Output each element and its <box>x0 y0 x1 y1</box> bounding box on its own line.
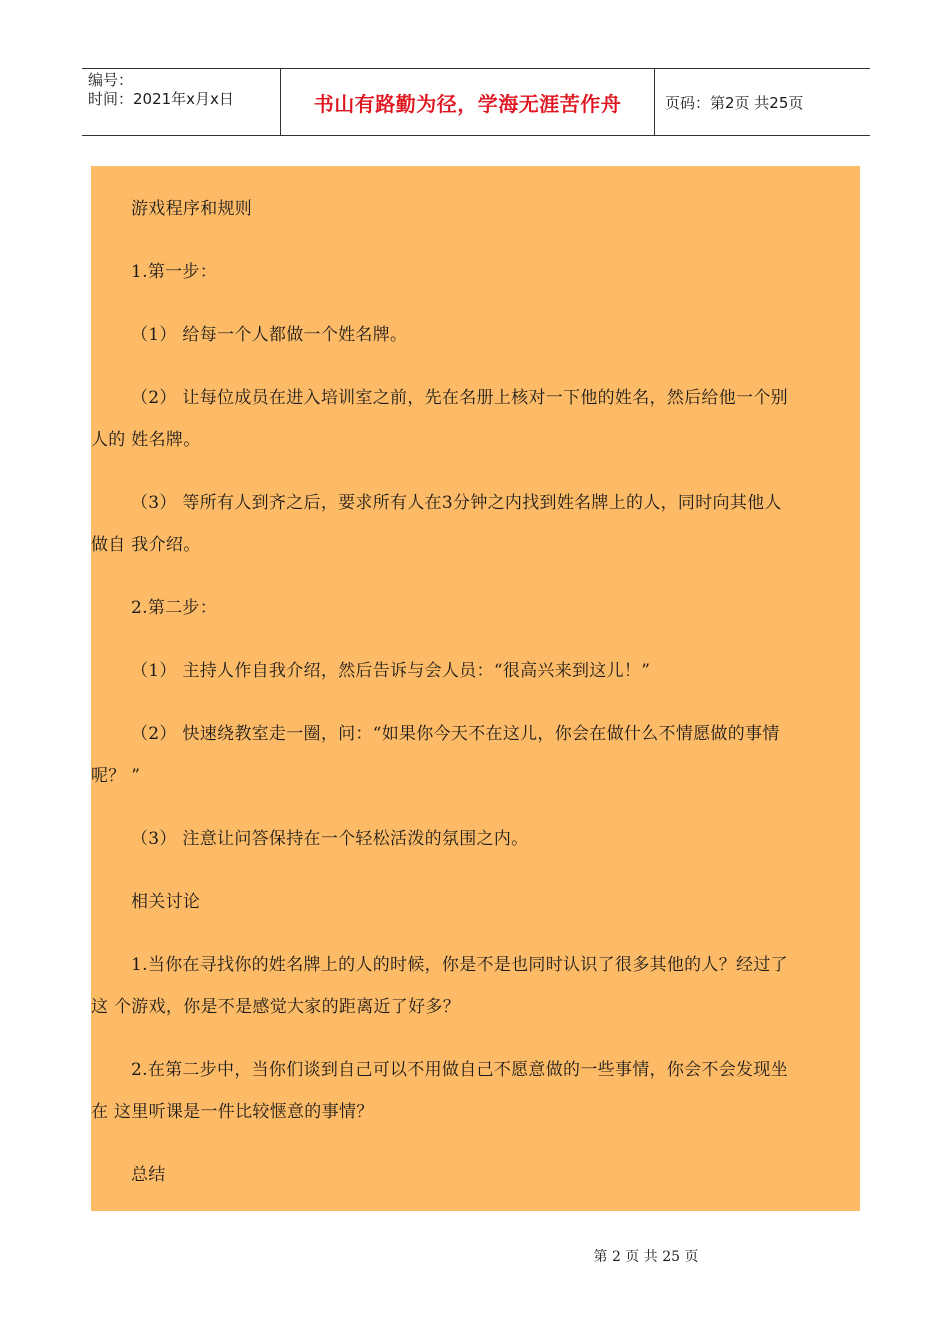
paragraph-line: （1） 主持人作自我介绍，然后告诉与会人员：“很高兴来到这儿！” <box>131 661 651 681</box>
paragraph-line: 呢？ ” <box>91 766 141 786</box>
content-paragraph <box>91 650 860 692</box>
content-paragraph <box>91 251 860 293</box>
page-info-text: 页码：第2页 共25页 <box>665 93 804 112</box>
paragraph-line: （3） 注意让问答保持在一个轻松活泼的氛围之内。 <box>131 829 529 849</box>
paragraph-line: 1.第一步： <box>131 262 218 282</box>
content-paragraph <box>91 377 860 461</box>
page-header <box>82 68 870 136</box>
paragraph-line: 总结 <box>131 1165 166 1185</box>
paragraph-line: 2.在第二步中，当你们谈到自己可以不用做自己不愿意做的一些事情，你会不会发现坐 <box>131 1060 788 1080</box>
content-paragraph <box>91 314 860 356</box>
content-paragraph <box>91 944 860 1028</box>
content-paragraph <box>91 188 860 230</box>
content-paragraph <box>91 713 860 797</box>
content-paragraph <box>91 587 860 629</box>
header-motto-cell <box>281 69 655 135</box>
content-paragraph <box>91 482 860 566</box>
content-paragraph <box>91 881 860 923</box>
paragraph-line: 做自 我介绍。 <box>91 535 201 555</box>
document-time-label: 时间：2021年x月x日 <box>88 90 234 108</box>
paragraph-line: （2） 快速绕教室走一圈，问：“如果你今天不在这儿，你会在做什么不情愿做的事情 <box>131 724 780 744</box>
paragraph-line: （3） 等所有人到齐之后，要求所有人在3分钟之内找到姓名牌上的人，同时向其他人 <box>131 493 782 513</box>
page-footer <box>0 1246 950 1266</box>
content-block <box>91 166 860 1211</box>
paragraph-line: 人的 姓名牌。 <box>91 430 201 450</box>
header-motto: 书山有路勤为径，学海无涯苦作舟 <box>313 91 622 116</box>
paragraph-line: 2.第二步： <box>131 598 218 618</box>
paragraph-line: 相关讨论 <box>131 892 201 912</box>
document-number-label: 编号： <box>88 71 134 89</box>
paragraph-line: （1） 给每一个人都做一个姓名牌。 <box>131 325 408 345</box>
paragraph-line: 游戏程序和规则 <box>131 199 253 219</box>
header-meta <box>82 69 281 135</box>
footer-page-number: 第 2 页 共 25 页 <box>593 1249 699 1265</box>
content-paragraph <box>91 1154 860 1196</box>
header-page-info <box>655 69 870 135</box>
content-paragraph <box>91 818 860 860</box>
content-paragraph <box>91 1049 860 1133</box>
paragraph-line: 这 个游戏，你是不是感觉大家的距离近了好多？ <box>91 997 461 1017</box>
paragraph-line: （2） 让每位成员在进入培训室之前，先在名册上核对一下他的姓名，然后给他一个别 <box>131 388 788 408</box>
paragraph-line: 在 这里听课是一件比较惬意的事情？ <box>91 1102 374 1122</box>
paragraph-line: 1.当你在寻找你的姓名牌上的人的时候，你是不是也同时认识了很多其他的人？经过了 <box>131 955 788 975</box>
